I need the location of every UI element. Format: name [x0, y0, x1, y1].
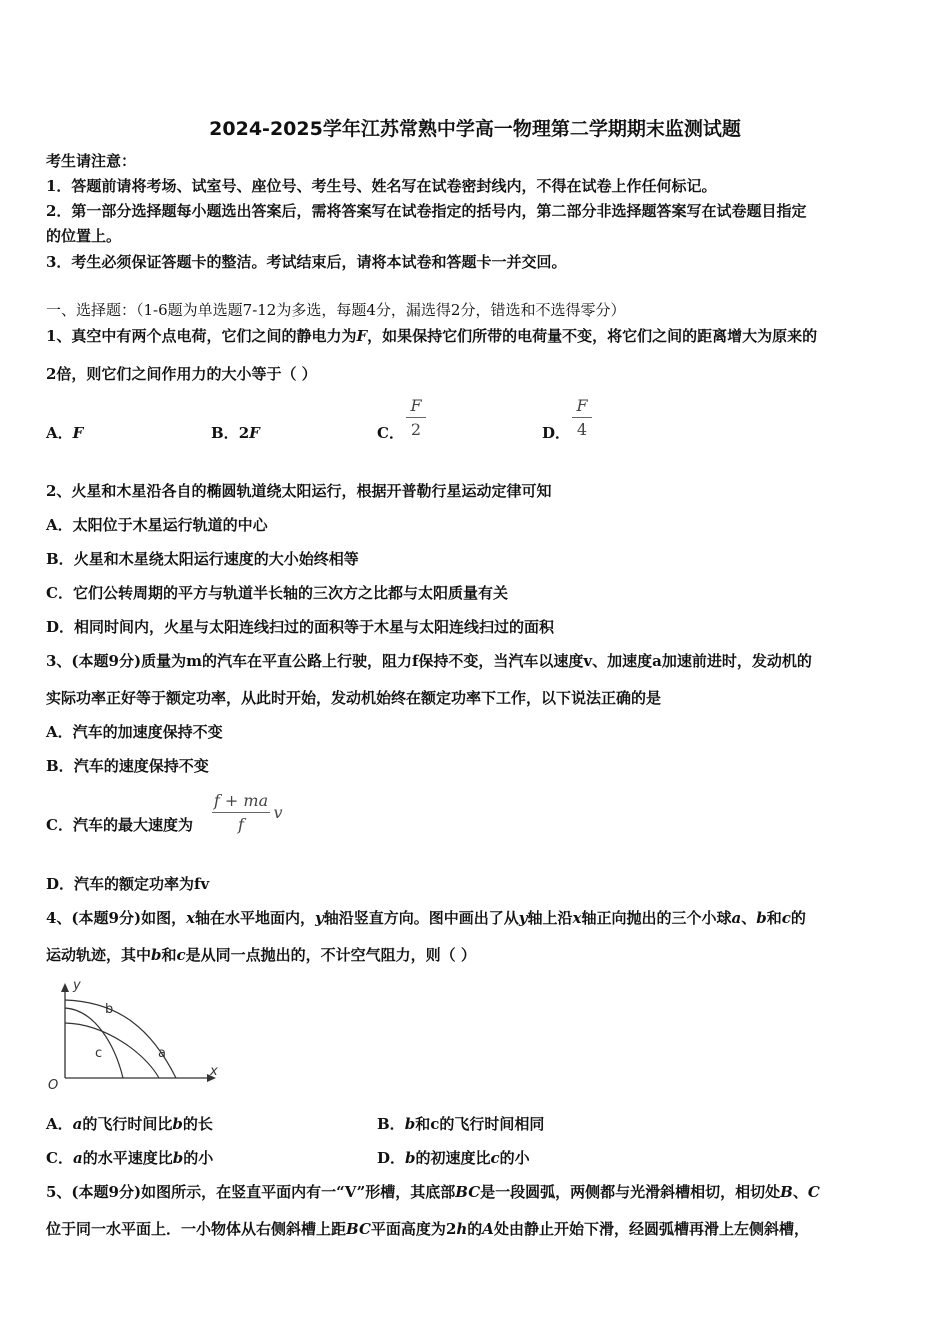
section-heading: 一、选择题：（1-6题为单选题7-12为多选，每题4分，漏选得2分，错选和不选得零分） [46, 301, 626, 319]
fig-origin-label: O [48, 1078, 59, 1093]
page-title: 2024-2025学年江苏常熟中学高一物理第二学期期末监测试题 [209, 118, 741, 140]
trajectory-a [65, 1023, 159, 1078]
fig-label-a: a [158, 1046, 166, 1061]
question-5-stem-cont: 位于同一水平面上．一小物体从右侧斜槽上距BC平面高度为2h的A处由静止开始下滑，经圆弧槽再滑上左侧斜槽， [46, 1220, 809, 1238]
question-4-stem: 4、(本题9分)如图，x轴在水平地面内，y轴沿竖直方向。图中画出了从y轴上沿x轴正向抛出的三个小球a、b和c的 [46, 909, 806, 927]
q4-option-d[interactable]: D．b的初速度比c的小 [377, 1149, 530, 1167]
fig-label-c: c [95, 1046, 103, 1061]
notice-heading: 考生请注意： [46, 152, 137, 170]
q4-option-c[interactable]: C．a的水平速度比b的小 [46, 1149, 214, 1167]
notice-item: 3．考生必须保证答题卡的整洁。考试结束后，请将本试卷和答题卡一并交回。 [46, 253, 567, 271]
q3-option-c-velocity: v [273, 803, 283, 822]
q1-option-d[interactable]: D． [542, 424, 571, 442]
q3-option-d[interactable]: D．汽车的额定功率为fv [46, 875, 210, 893]
fig-label-b: b [105, 1002, 114, 1017]
fig-y-label: y [73, 978, 81, 993]
q1-option-c[interactable]: C． [377, 424, 404, 442]
q1-option-c-fraction: F 2 [406, 396, 426, 439]
q2-option-b[interactable]: B．火星和木星绕太阳运行速度的大小始终相等 [46, 550, 359, 568]
notice-item: 2．第一部分选择题每小题选出答案后，需将答案写在试卷指定的括号内，第二部分非选择题答案写在试卷题目指定 [46, 202, 807, 220]
q1-option-b[interactable]: B．2F [211, 424, 260, 442]
question-5-stem: 5、(本题9分)如图所示，在竖直平面内有一“V”形槽，其底部BC是一段圆弧，两侧都与光滑斜槽相切，相切处B、C [46, 1183, 820, 1201]
fig-x-label: x [210, 1064, 218, 1079]
q2-option-a[interactable]: A．太阳位于木星运行轨道的中心 [46, 516, 268, 534]
q3-option-b[interactable]: B．汽车的速度保持不变 [46, 757, 209, 775]
q2-option-c[interactable]: C．它们公转周期的平方与轨道半长轴的三次方之比都与太阳质量有关 [46, 584, 508, 602]
question-2-stem: 2、火星和木星沿各自的椭圆轨道绕太阳运行，根据开普勒行星运动定律可知 [46, 482, 552, 500]
question-3-stem: 3、(本题9分)质量为m的汽车在平直公路上行驶，阻力f保持不变，当汽车以速度v、加速度a加速前进时，发动机的 [46, 652, 812, 670]
notice-item: 的位置上。 [46, 227, 122, 245]
trajectory-figure [40, 975, 230, 1095]
q3-option-a[interactable]: A．汽车的加速度保持不变 [46, 723, 223, 741]
q3-option-c-fraction: f + ma f [213, 791, 269, 834]
q4-option-b[interactable]: B．b和c的飞行时间相同 [377, 1115, 545, 1133]
y-axis-arrow-icon [61, 983, 69, 992]
q4-option-a[interactable]: A．a的飞行时间比b的长 [46, 1115, 213, 1133]
q1-option-a[interactable]: A．F [46, 424, 84, 442]
trajectory-b [65, 1000, 176, 1078]
notice-item: 1．答题前请将考场、试室号、座位号、考生号、姓名写在试卷密封线内，不得在试卷上作任何标记。 [46, 177, 717, 195]
trajectory-c [65, 1008, 123, 1078]
question-1-stem-cont: 2倍，则它们之间作用力的大小等于（ ） [46, 365, 317, 383]
q1-option-d-fraction: F 4 [572, 396, 592, 439]
q3-option-c[interactable]: C．汽车的最大速度为 [46, 816, 193, 834]
question-3-stem-cont: 实际功率正好等于额定功率，从此时开始，发动机始终在额定功率下工作，以下说法正确的是 [46, 689, 662, 707]
question-4-stem-cont: 运动轨迹，其中b和c是从同一点抛出的，不计空气阻力，则（ ） [46, 946, 476, 964]
question-1-stem: 1、真空中有两个点电荷，它们之间的静电力为F，如果保持它们所带的电荷量不变，将它们之间的距离增大为原来的 [46, 327, 818, 345]
q2-option-d[interactable]: D．相同时间内，火星与太阳连线扫过的面积等于木星与太阳连线扫过的面积 [46, 618, 555, 636]
